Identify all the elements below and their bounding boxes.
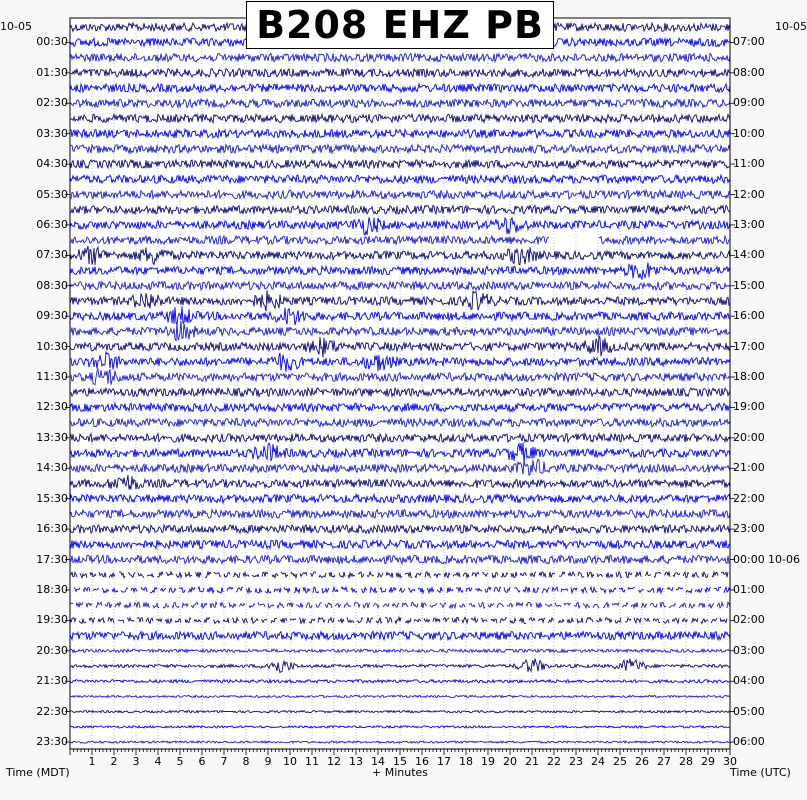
right-hour-label: 17:00 (733, 339, 765, 353)
x-tick-label: 17 (437, 755, 451, 768)
right-hour-label: 01:00 (733, 582, 765, 596)
right-hour-label: 04:00 (733, 674, 765, 688)
x-tick-label: 19 (481, 755, 495, 768)
right-hour-label: 12:00 (733, 187, 765, 201)
x-tick-label: 13 (349, 755, 363, 768)
x-tick-label: 2 (110, 755, 118, 768)
x-tick-label: 3 (132, 755, 140, 768)
right-hour-label: 23:00 (733, 522, 765, 536)
right-date-change-label: 10-06 (768, 552, 800, 566)
right-hour-label: 06:00 (733, 735, 765, 749)
right-hour-label: 21:00 (733, 461, 765, 475)
left-hour-label: 07:30 (36, 248, 68, 262)
x-tick-label: 8 (242, 755, 250, 768)
right-hour-label: 11:00 (733, 157, 765, 171)
x-tick-label: 20 (503, 755, 517, 768)
right-top-date-label: 10-05 (775, 20, 807, 33)
x-tick-label: 9 (264, 755, 272, 768)
right-hour-label: 08:00 (733, 65, 765, 79)
x-tick-label: 11 (305, 755, 319, 768)
right-hour-label: 02:00 (733, 613, 765, 627)
x-tick-label: 1 (88, 755, 96, 768)
x-tick-label: 28 (679, 755, 693, 768)
left-hour-label: 16:30 (36, 522, 68, 536)
left-hour-label: 12:30 (36, 400, 68, 414)
x-tick-label: 10 (283, 755, 297, 768)
x-tick-label: 22 (547, 755, 561, 768)
x-tick-label: 24 (591, 755, 605, 768)
right-hour-label: 22:00 (733, 491, 765, 505)
x-axis-label: + Minutes (371, 766, 428, 779)
left-hour-label: 19:30 (36, 613, 68, 627)
left-hour-label: 17:30 (36, 552, 68, 566)
left-hour-label: 05:30 (36, 187, 68, 201)
left-hour-label: 18:30 (36, 582, 68, 596)
x-tick-label: 12 (327, 755, 341, 768)
left-hour-label: 11:30 (36, 370, 68, 384)
left-hour-label: 15:30 (36, 491, 68, 505)
x-tick-label: 25 (613, 755, 627, 768)
right-hour-label: 20:00 (733, 430, 765, 444)
left-hour-label: 02:30 (36, 96, 68, 110)
left-hour-label: 22:30 (36, 704, 68, 718)
right-hour-label: 18:00 (733, 370, 765, 384)
left-hour-label: 10:30 (36, 339, 68, 353)
x-tick-label: 15 (393, 755, 407, 768)
left-hour-label: 01:30 (36, 65, 68, 79)
x-tick-label: 5 (176, 755, 184, 768)
right-hour-label: 09:00 (733, 96, 765, 110)
right-hour-label: 05:00 (733, 704, 765, 718)
left-hour-label: 09:30 (36, 309, 68, 323)
right-hour-label: 16:00 (733, 309, 765, 323)
right-hour-label: 03:00 (733, 643, 765, 657)
x-tick-label: 7 (220, 755, 228, 768)
right-hour-label: 00:00 (733, 552, 765, 566)
x-tick-label: 16 (415, 755, 429, 768)
x-tick-label: 30 (723, 755, 737, 768)
left-hour-label: 04:30 (36, 157, 68, 171)
x-tick-label: 23 (569, 755, 583, 768)
right-hour-label: 14:00 (733, 248, 765, 262)
x-tick-label: 14 (371, 755, 385, 768)
left-hour-label: 03:30 (36, 126, 68, 140)
right-hour-label: 15:00 (733, 278, 765, 292)
x-tick-label: 18 (459, 755, 473, 768)
right-hour-label: 19:00 (733, 400, 765, 414)
right-axis-label: Time (UTC) (730, 766, 791, 779)
x-tick-label: 29 (701, 755, 715, 768)
x-tick-label: 6 (198, 755, 206, 768)
x-tick-label: 27 (657, 755, 671, 768)
left-hour-label: 23:30 (36, 735, 68, 749)
left-hour-label: 20:30 (36, 643, 68, 657)
x-tick-label: 21 (525, 755, 539, 768)
x-tick-label: 26 (635, 755, 649, 768)
left-hour-label: 00:30 (36, 35, 68, 49)
right-hour-label: 10:00 (733, 126, 765, 140)
station-title: B208 EHZ PB (246, 1, 554, 49)
left-hour-label: 13:30 (36, 430, 68, 444)
left-hour-label: 21:30 (36, 674, 68, 688)
x-tick-label: 4 (154, 755, 162, 768)
left-hour-label: 06:30 (36, 217, 68, 231)
right-hour-label: 13:00 (733, 217, 765, 231)
left-axis-label: Time (MDT) (6, 766, 70, 779)
left-hour-label: 14:30 (36, 461, 68, 475)
right-hour-label: 07:00 (733, 35, 765, 49)
start-date-label: 10-05 (0, 20, 32, 33)
left-hour-label: 08:30 (36, 278, 68, 292)
